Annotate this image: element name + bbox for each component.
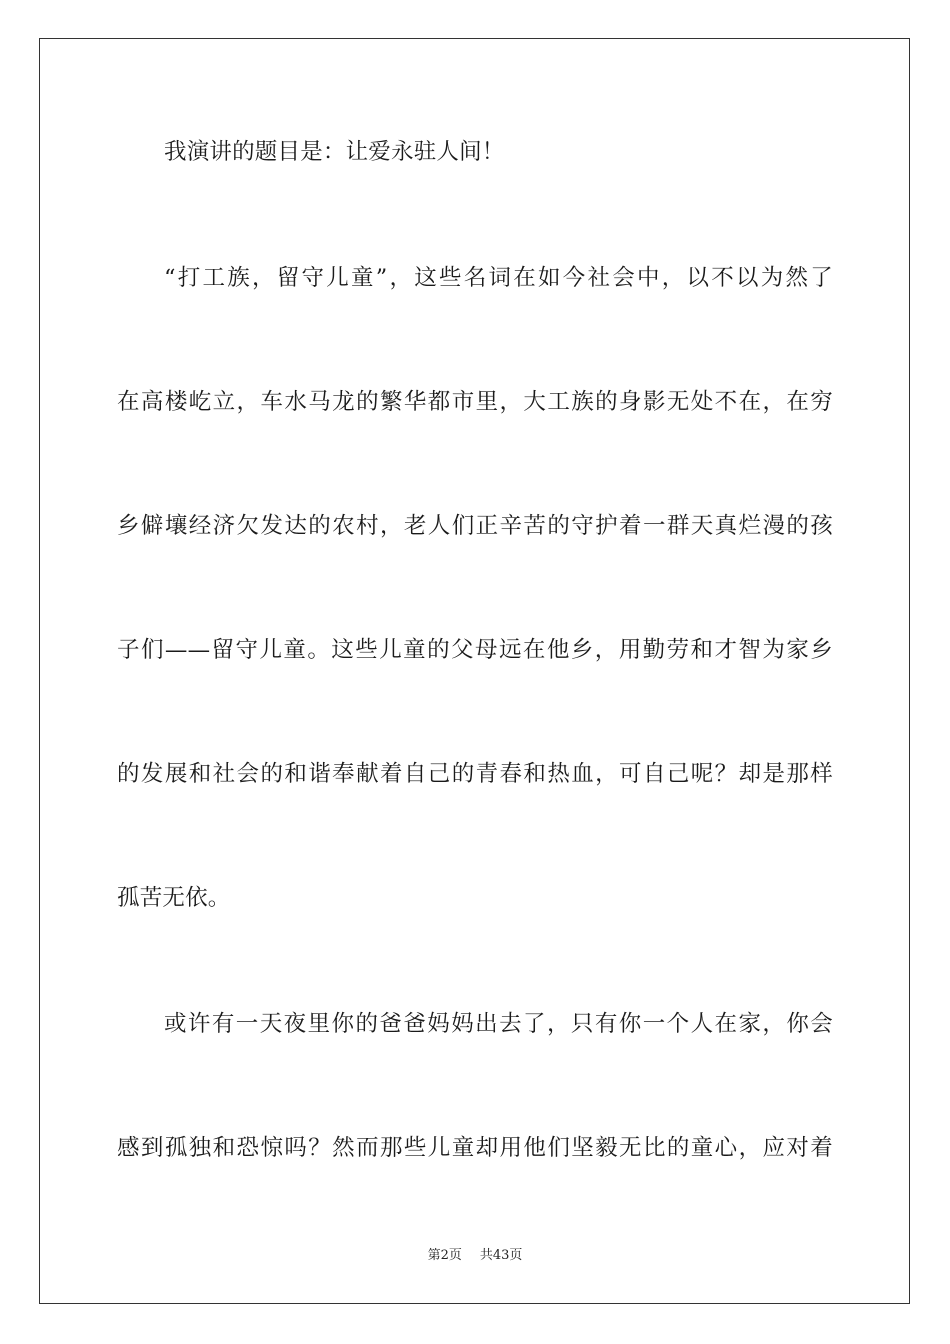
paragraph-line: “打工族，留守儿童”，这些名词在如今社会中，以不以为然了	[164, 265, 833, 291]
paragraph-line: 孤苦无依。	[117, 885, 231, 911]
page-total: 共43页	[479, 1248, 523, 1263]
paragraph-line: 的发展和社会的和谐奉献着自己的青春和热血，可自己呢？却是那样	[117, 761, 833, 787]
paragraph-line: 或许有一天夜里你的爸爸妈妈出去了，只有你一个人在家，你会	[164, 1011, 833, 1037]
paragraph-line: 子们——留守儿童。这些儿童的父母远在他乡，用勤劳和才智为家乡	[117, 637, 833, 663]
page-number: 第2页	[427, 1248, 462, 1263]
paragraph-line: 乡僻壤经济欠发达的农村，老人们正辛苦的守护着一群天真烂漫的孩	[117, 513, 833, 539]
paragraph-line: 感到孤独和恐惊吗？然而那些儿童却用他们坚毅无比的童心，应对着	[117, 1135, 833, 1161]
paragraph-line: 在高楼屹立，车水马龙的繁华都市里，大工族的身影无处不在，在穷	[117, 389, 833, 415]
paragraph-line: 我演讲的题目是：让爱永驻人间！	[164, 139, 505, 165]
page-footer	[0, 1248, 950, 1264]
page-border	[39, 38, 910, 1304]
